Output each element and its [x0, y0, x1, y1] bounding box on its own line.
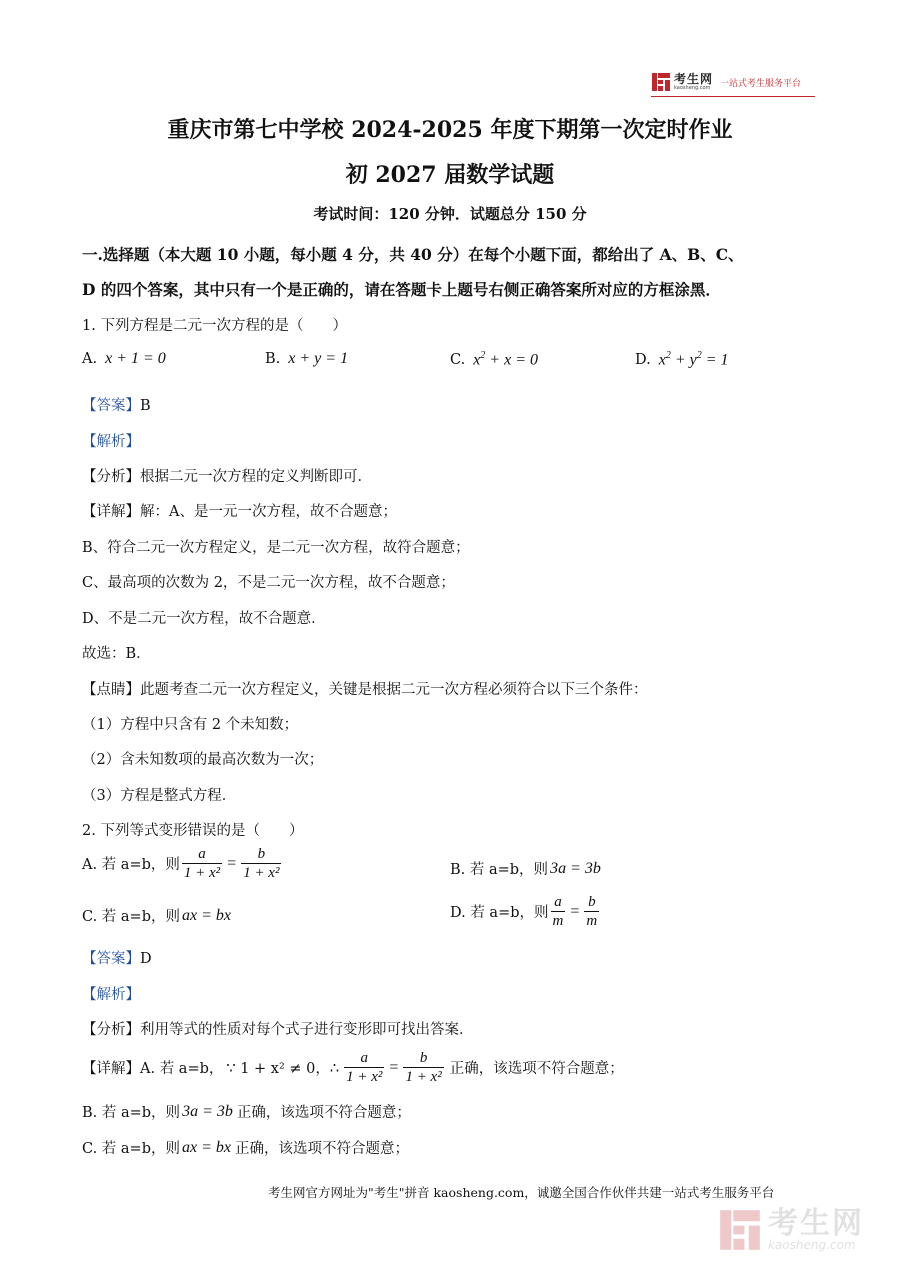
q1-option-a-expr: x + 1 = 0	[105, 350, 166, 367]
q1-stem: 1. 下列方程是二元一次方程的是（ ）	[82, 318, 347, 334]
q1-line-2: 【详解】解：A、是一元一次方程，故不合题意；	[82, 504, 397, 520]
q1-option-a[interactable]	[82, 350, 166, 368]
q2-answer-value: D	[140, 951, 152, 967]
q2-option-a[interactable]: A. 若 a=b，则 $\frac{a}{\text{1 + x²}}$ = $\frac{b}{\text{1 + x²}}$	[82, 846, 280, 881]
q1-line-9: （2）含未知数项的最高次数为一次；	[82, 752, 324, 768]
q2-detail-b-expr: 3a = 3b	[182, 1102, 233, 1120]
q2-answer	[82, 947, 152, 968]
q2-detail-c-suffix: 正确，该选项不符合题意；	[234, 1141, 409, 1157]
q1-option-d[interactable]	[635, 350, 729, 369]
q2-option-b-expr: 3a = 3b	[550, 859, 601, 877]
q2-detail-c-prefix: C. 若 a=b，则	[82, 1141, 180, 1157]
page-footer: 考生网官方网址为"考生"拼音 kaosheng.com，诚邀全国合作伙伴共建一站式考生服务平台	[268, 1185, 775, 1200]
q1-line-5: D、不是二元一次方程，故不合题意．	[82, 611, 326, 627]
q2-option-b[interactable]	[450, 858, 601, 879]
q1-option-b-label: B.	[265, 351, 281, 367]
logo-slogan: 一站式考生服务平台	[720, 78, 802, 89]
exam-info: 考试时间：120 分钟．试题总分 150 分	[313, 205, 587, 223]
q2-option-d-frac2: $\frac{b}{m}$	[586, 894, 598, 929]
section-heading-line2: D 的四个答案，其中只有一个是正确的，请在答题卡上题号右侧正确答案所对应的方框涂黑．	[82, 280, 721, 299]
watermark	[718, 1208, 864, 1252]
q1-option-b-expr: x + y = 1	[288, 350, 349, 367]
header-logo[interactable]	[651, 72, 801, 92]
logo-url: kaosheng.com	[674, 85, 711, 91]
q2-option-d[interactable]: D. 若 a=b，则 $\frac{a}{m}$ = $\frac{b}{m}$	[450, 894, 598, 929]
q1-option-d-label: D.	[635, 351, 651, 368]
q1-line-6: 故选：B．	[82, 646, 151, 662]
q1-analysis-tag: 【解析】	[82, 434, 140, 450]
section-heading-line1: 一.选择题（本大题 10 小题，每小题 4 分，共 40 分）在每个小题下面，都给出了 A、B、C、	[82, 245, 744, 264]
watermark-name: 考生网	[768, 1206, 864, 1241]
q2-analysis-tag: 【解析】	[82, 987, 140, 1003]
header-divider	[651, 96, 815, 97]
q1-option-c-label: C.	[450, 351, 466, 368]
q2-detail-a: 【详解】A. 若 a=b， ∵ 1 + x² ≠ 0，∴ $\frac{a}{\text{1 + x²}}$ = $\frac{b}{\text{1 + x²}}$ 正确，该选项不符合题意；	[82, 1050, 624, 1085]
q2-option-b-prefix: B. 若 a=b，则	[450, 862, 549, 878]
q1-answer-tag: 【答案】	[82, 398, 140, 414]
q2-option-a-frac2: $\frac{b}{\text{1 + x²}}$	[243, 846, 280, 881]
q2-answer-tag: 【答案】	[82, 951, 140, 967]
q1-line-1: 【分析】根据二元一次方程的定义判断即可．	[82, 469, 372, 485]
q1-option-b[interactable]	[265, 350, 348, 368]
q1-option-a-label: A.	[82, 351, 98, 367]
q2-detail-b-prefix: B. 若 a=b，则	[82, 1105, 181, 1121]
q1-line-8: （1）方程中只含有 2 个未知数；	[82, 717, 299, 733]
q2-detail-cond: ∵ 1 + x² ≠ 0，∴	[226, 1061, 340, 1078]
q1-answer-value: B	[140, 398, 151, 414]
q2-option-d-frac1: $\frac{a}{m}$	[552, 894, 564, 929]
q2-option-c-prefix: C. 若 a=b，则	[82, 909, 180, 925]
q2-detail-frac2: $\frac{b}{\text{1 + x²}}$	[405, 1050, 442, 1085]
q1-line-3: B、符合二元一次方程定义，是二元一次方程，故符合题意；	[82, 540, 470, 556]
q1-option-c[interactable]	[450, 350, 538, 369]
q2-detail-b-suffix: 正确，该选项不符合题意；	[236, 1105, 411, 1121]
q2-detail-c	[82, 1137, 409, 1158]
q2-detail-prefix: 【详解】A. 若 a=b，	[82, 1061, 224, 1078]
q1-answer	[82, 394, 151, 415]
q2-detail-b	[82, 1101, 411, 1122]
q2-detail-suffix: 正确，该选项不符合题意；	[449, 1061, 624, 1078]
watermark-logo-icon	[718, 1208, 762, 1252]
kaosheng-logo-icon	[651, 72, 671, 92]
q1-option-c-expr: $x^2 + x = 0$	[473, 350, 538, 369]
logo-name: 考生网	[674, 72, 714, 86]
q1-line-7: 【点睛】此题考查二元一次方程定义，关键是根据二元一次方程必须符合以下三个条件：	[82, 682, 648, 698]
q1-line-4: C、最高项的次数为 2，不是二元一次方程，故不合题意；	[82, 575, 455, 591]
q2-detail-c-expr: ax = bx	[181, 1138, 231, 1156]
q2-option-a-frac1: $\frac{a}{\text{1 + x²}}$	[183, 846, 221, 881]
q2-detail-frac1: $\frac{a}{\text{1 + x²}}$	[346, 1050, 383, 1085]
q2-option-c[interactable]	[82, 905, 231, 926]
q2-option-c-expr: ax = bx	[181, 906, 231, 924]
q2-option-d-prefix: D. 若 a=b，则	[450, 905, 549, 922]
q1-line-10: （3）方程是整式方程．	[82, 788, 237, 804]
q2-analysis: 【分析】利用等式的性质对每个式子进行变形即可找出答案．	[82, 1022, 474, 1038]
page-subtitle: 初 2027 届数学试题	[345, 162, 555, 188]
q1-option-d-expr: $x^2 + y^2 = 1$	[658, 350, 729, 369]
page-title: 重庆市第七中学校 2024-2025 年度下期第一次定时作业	[167, 117, 733, 143]
q2-stem: 2. 下列等式变形错误的是（ ）	[82, 823, 304, 839]
watermark-url: kaosheng.com	[768, 1238, 856, 1252]
q2-option-a-prefix: A. 若 a=b，则	[82, 857, 180, 874]
